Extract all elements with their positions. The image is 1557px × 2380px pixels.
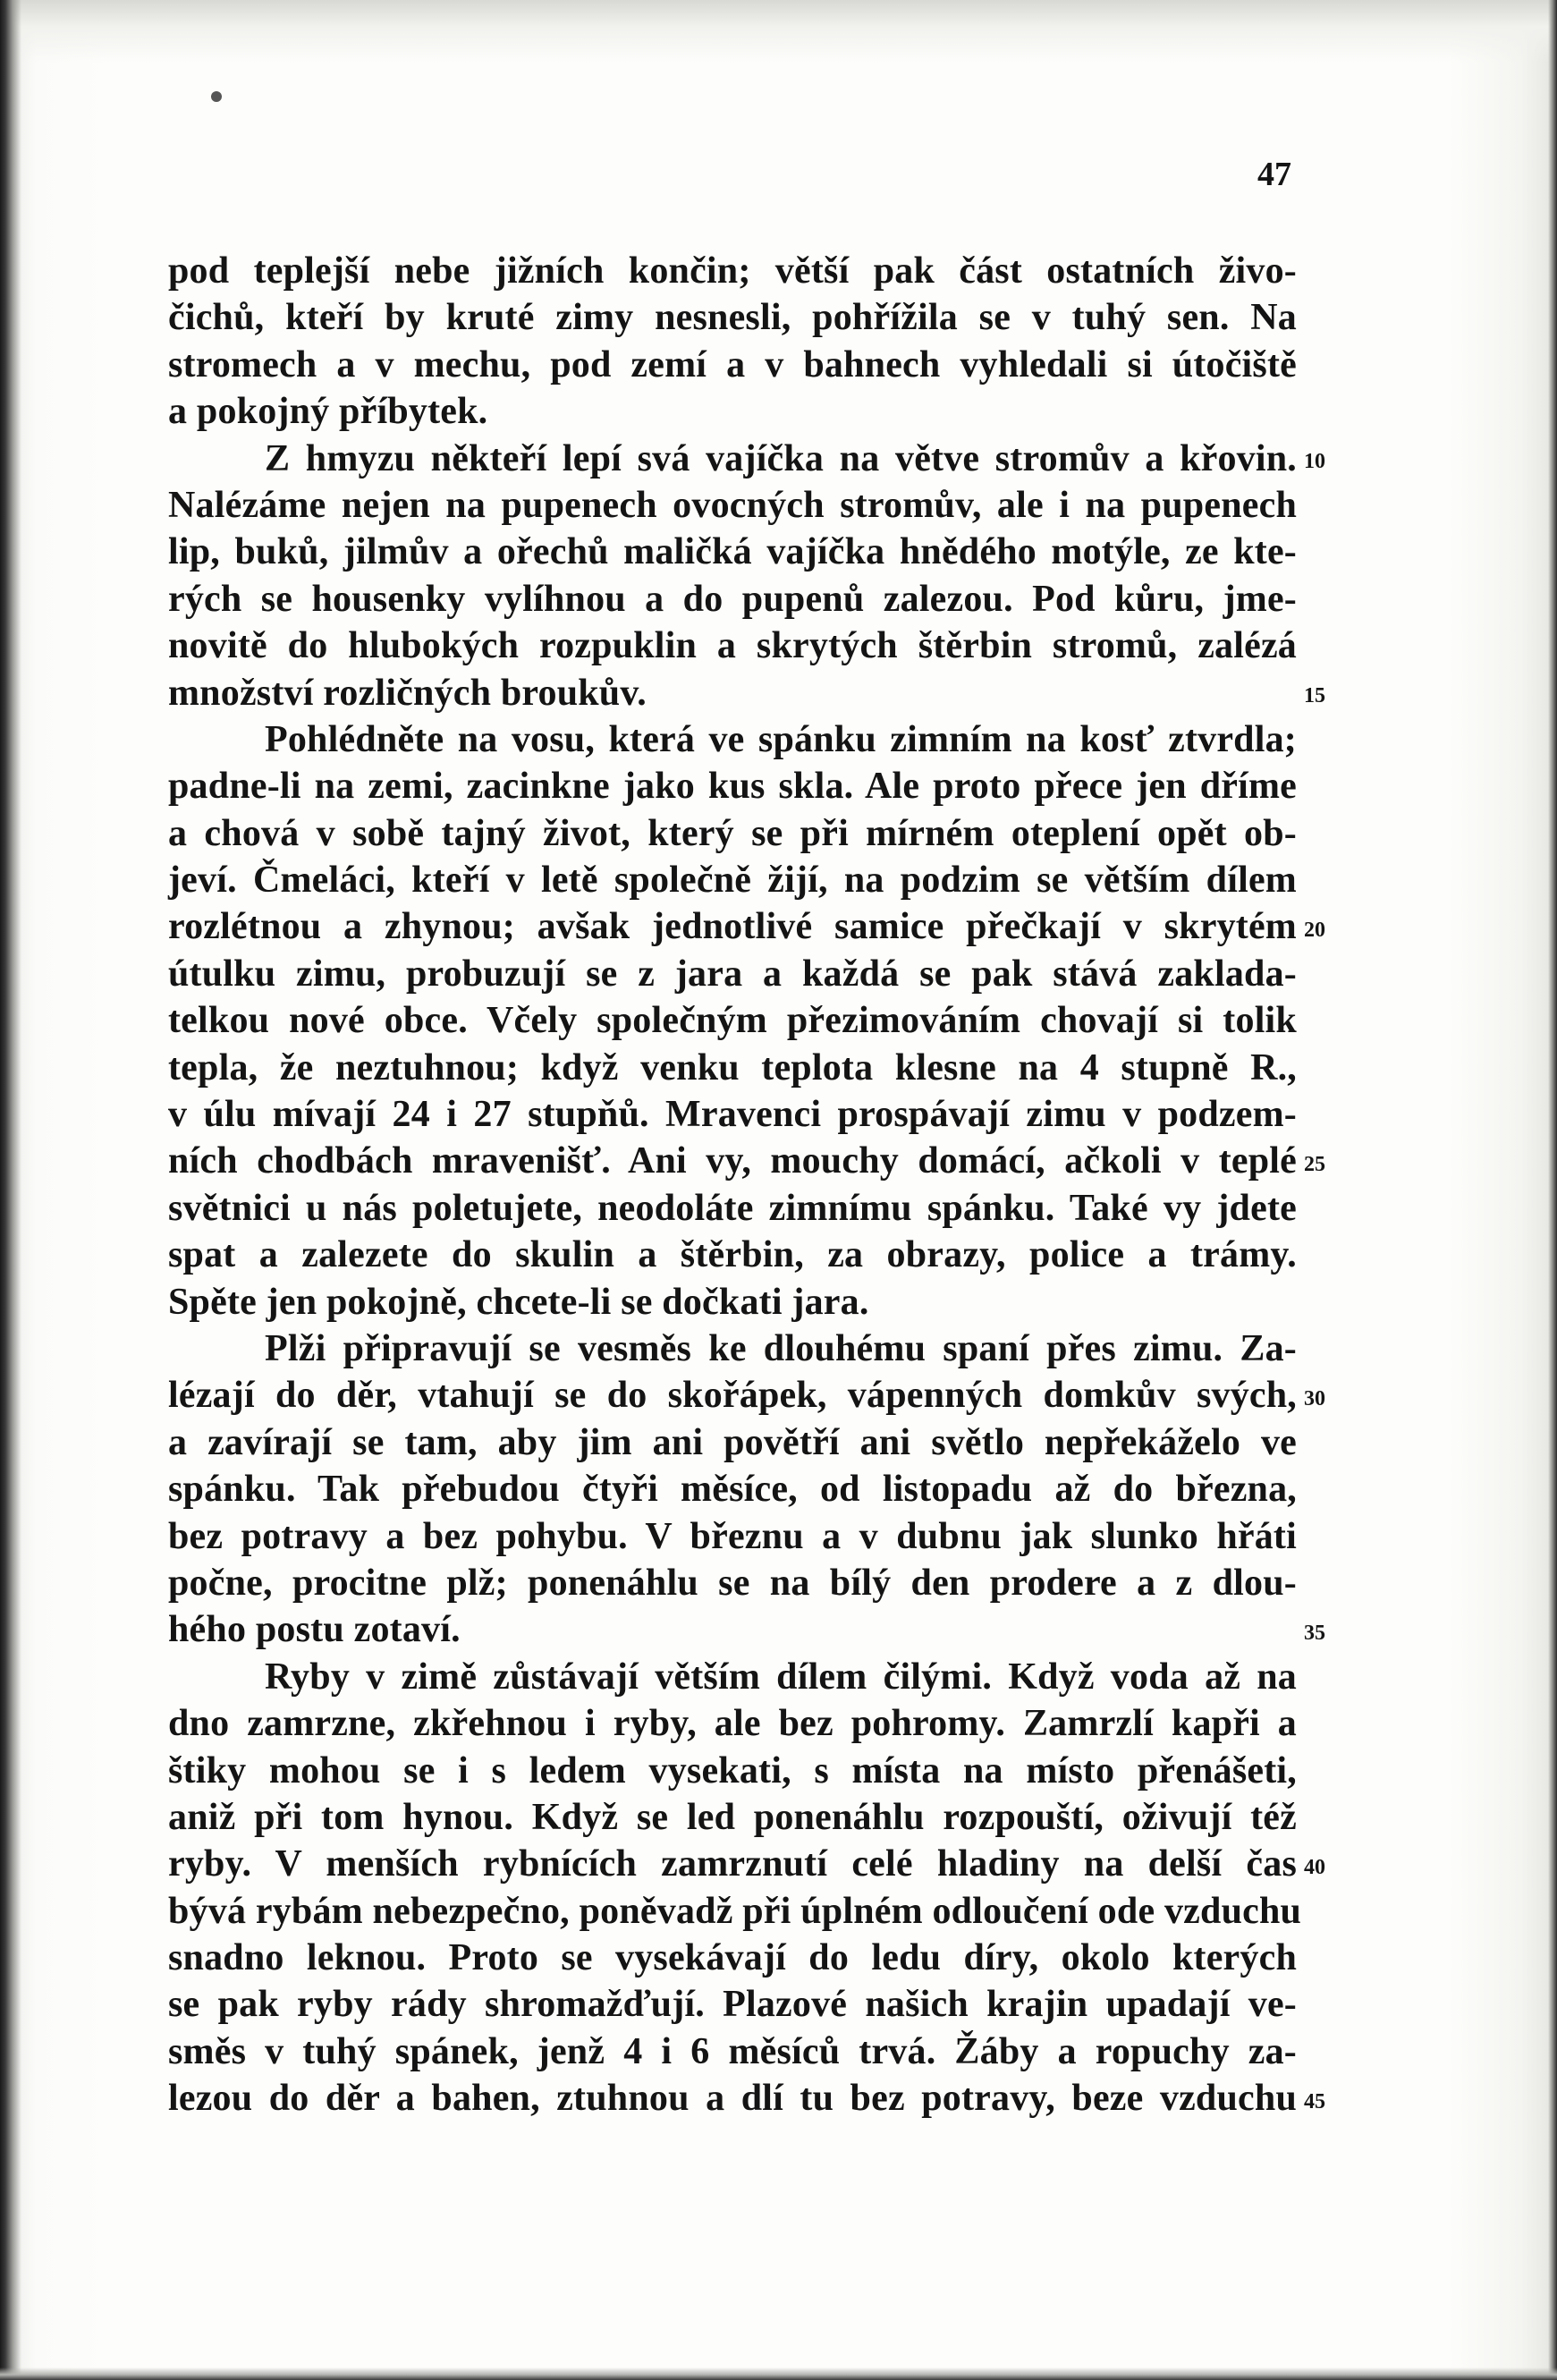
line-number-marker: 30: [1304, 1387, 1325, 1410]
text-line: rých se housenky vylíhnou a do pupenů zalezou. Pod kůru, jme-: [168, 578, 1297, 620]
text-line: aniž při tom hynou. Když se led ponenáhlu rozpouští, oživují též: [168, 1796, 1297, 1838]
text-line: ních chodbách mravenišť. Ani vy, mouchy domácí, ačkoli v teplé: [168, 1140, 1297, 1182]
text-line: se pak ryby rády shromažďují. Plazové našich krajin upadají ve-: [168, 1984, 1297, 2026]
text-line: novitě do hlubokých rozpuklin a skrytých štěrbin stromů, zalézá: [168, 625, 1297, 667]
page-number: 47: [1257, 156, 1291, 193]
text-line: v úlu mívají 24 i 27 stupňů. Mravenci prospávají zimu v podzem-: [168, 1094, 1297, 1136]
text-line: jeví. Čmeláci, kteří v letě společně žijí, na podzim se větším dílem: [168, 860, 1297, 902]
text-line: útulku zimu, probuzují se z jara a každá se pak stává zaklada-: [168, 953, 1297, 995]
text-line: a chová v sobě tajný život, který se při mírném oteplení opět ob-: [168, 812, 1297, 854]
text-line: stromech a v mechu, pod zemí a v bahnech vyhledali si útočiště: [168, 343, 1297, 385]
text-line: snadno leknou. Proto se vysekávají do ledu díry, okolo kterých: [168, 1937, 1297, 1979]
text-line: tepla, že neztuhnou; když venku teplota klesne na 4 stupně R.,: [168, 1046, 1297, 1088]
text-line: a pokojný příbytek.: [168, 391, 488, 433]
text-line: pod teplejší nebe jižních končin; větší pak část ostatních živo-: [168, 250, 1297, 292]
top-scan-shadow: [0, 0, 1557, 63]
text-line: dno zamrzne, zkřehnou i ryby, ale bez pohromy. Zamrzlí kapři a: [168, 1703, 1297, 1745]
line-number-marker: 10: [1304, 450, 1325, 473]
line-number-marker: 40: [1304, 1856, 1325, 1879]
text-line: padne-li na zemi, zacinkne jako kus skla. Ale proto přece jen dříme: [168, 766, 1297, 808]
text-line: Ryby v zimě zůstávají větším dílem čilými. Když voda až na: [265, 1656, 1297, 1698]
text-line: spánku. Tak přebudou čtyři měsíce, od listopadu až do března,: [168, 1469, 1297, 1511]
text-line: lezou do děr a bahen, ztuhnou a dlí tu bez potravy, beze vzduchu: [168, 2078, 1297, 2120]
text-line: Plži připravují se vesměs ke dlouhému spaní přes zimu. Za-: [265, 1327, 1297, 1369]
text-line: štiky mohou se i s ledem vysekati, s místa na místo přenášeti,: [168, 1749, 1297, 1791]
line-number-marker: 25: [1304, 1153, 1325, 1176]
binding-edge: [0, 0, 21, 2380]
line-number-marker: 20: [1304, 919, 1325, 942]
text-line: lézají do děr, vtahují se do skořápek, vápenných domkův svých,: [168, 1375, 1297, 1417]
body-text: [168, 248, 1302, 2122]
text-line: ryby. V menších rybnících zamrznutí celé hladiny na delší čas: [168, 1843, 1297, 1885]
text-line: počne, procitne plž; ponenáhlu se na bílý den prodere a z dlou-: [168, 1562, 1297, 1604]
text-line: spat a zalezete do skulin a štěrbin, za obrazy, police a trámy.: [168, 1234, 1297, 1276]
text-line: Pohlédněte na vosu, která ve spánku zimním na kosť ztvrdla;: [265, 718, 1297, 760]
ink-speck: [211, 91, 222, 102]
text-line: bývá rybám nebezpečno, poněvadž při úplném odloučení ode vzduchu: [168, 1890, 1302, 1932]
line-number-marker: 15: [1304, 684, 1325, 707]
text-line: směs v tuhý spánek, jenž 4 i 6 měsíců trvá. Žáby a ropuchy za-: [168, 2030, 1297, 2072]
text-line: a zavírají se tam, aby jim ani povětří ani světlo nepřekáželo ve: [168, 1421, 1297, 1463]
text-line: rozlétnou a zhynou; avšak jednotlivé samice přečkají v skrytém: [168, 906, 1297, 948]
line-number-marker: 35: [1304, 1622, 1325, 1645]
text-line: lip, buků, jilmův a ořechů maličká vajíčka hnědého motýle, ze kte-: [168, 531, 1297, 573]
text-line: světnici u nás poletujete, neodoláte zimnímu spánku. Také vy jdete: [168, 1187, 1297, 1229]
text-line: množství rozličných broukův.: [168, 672, 647, 714]
text-line: telkou nové obce. Včely společným přezimováním chovají si tolik: [168, 1000, 1297, 1042]
text-line: bez potravy a bez pohybu. V březnu a v dubnu jak slunko hřáti: [168, 1515, 1297, 1557]
text-line: Nalézáme nejen na pupenech ovocných stromův, ale i na pupenech: [168, 484, 1297, 526]
line-number-marker: 45: [1304, 2090, 1325, 2113]
bottom-page-edge: [0, 2367, 1557, 2380]
right-page-edge: [1548, 0, 1557, 2380]
text-line: čichů, kteří by kruté zimy nesnesli, pohřížila se v tuhý sen. Na: [168, 297, 1297, 339]
text-line: Z hmyzu někteří lepí svá vajíčka na větve stromův a křovin.: [265, 437, 1297, 479]
text-line: hého postu zotaví.: [168, 1609, 461, 1651]
text-line: Spěte jen pokojně, chcete-li se dočkati jara.: [168, 1281, 869, 1323]
